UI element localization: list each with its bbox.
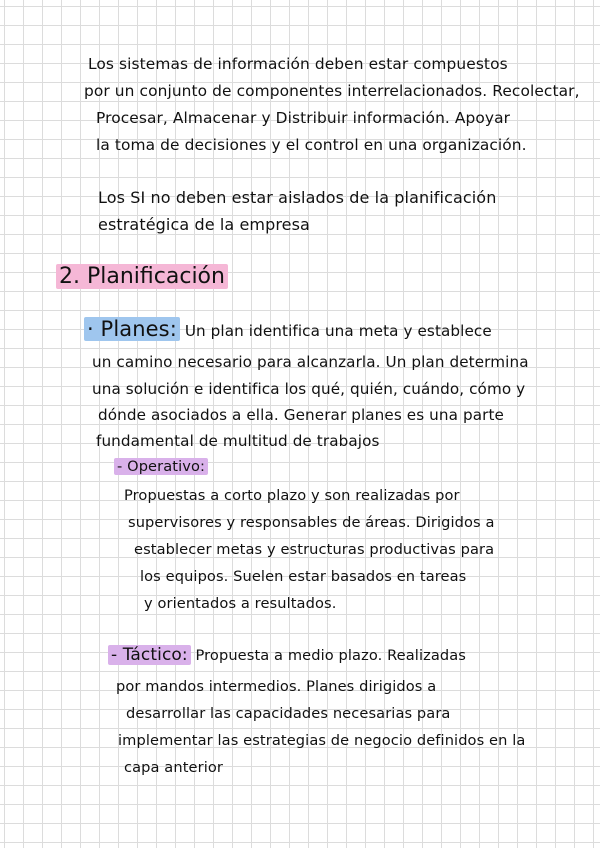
tactico-line-5: capa anterior — [124, 759, 223, 776]
planes-term: · Planes: — [84, 317, 180, 341]
planes-line-4: dónde asociados a ella. Generar planes es una parte — [98, 406, 504, 424]
operativo-term: - Operativo: — [114, 458, 208, 475]
section-heading — [56, 263, 228, 291]
section-title: Planificación — [87, 264, 225, 289]
operativo-line-2: supervisores y responsables de áreas. Dirigidos a — [128, 514, 495, 531]
intro-line-4: la toma de decisiones y el control en una organización. — [96, 136, 527, 154]
operativo-line-3: establecer metas y estructuras productivas para — [134, 541, 495, 558]
planes-line-5: fundamental de multitud de trabajos — [96, 432, 380, 450]
tactico-line-4: implementar las estrategias de negocio definidos en la — [118, 732, 526, 749]
planes-line-2: un camino necesario para alcanzarla. Un plan determina — [92, 353, 529, 371]
section-heading-highlight — [56, 264, 228, 289]
tactico-first-text: Propuesta a medio plazo. Realizadas — [195, 647, 467, 664]
planes-first-text: Un plan identifica una meta y establece — [184, 322, 492, 340]
tactico-line-2: por mandos intermedios. Planes dirigidos a — [116, 678, 437, 695]
section-number: 2. — [59, 264, 80, 289]
intro-line-2: por un conjunto de componentes interrelacionados. Recolectar, — [84, 82, 580, 100]
tactico-first-line — [108, 645, 466, 666]
si-note-line-1: Los SI no deben estar aislados de la planificación — [98, 188, 497, 207]
operativo-line-4: los equipos. Suelen estar basados en tareas — [140, 568, 467, 585]
tactico-term: - Táctico: — [108, 645, 191, 665]
intro-line-3: Procesar, Almacenar y Distribuir información. Apoyar — [96, 109, 511, 127]
operativo-term-line — [114, 457, 208, 477]
intro-line-1: Los sistemas de información deben estar compuestos — [88, 55, 508, 73]
planes-line-3: una solución e identifica los qué, quién, cuándo, cómo y — [92, 380, 526, 398]
operativo-line-5: y orientados a resultados. — [144, 595, 337, 612]
planes-first-line — [84, 319, 492, 341]
si-note-line-2: estratégica de la empresa — [98, 215, 310, 234]
operativo-line-1: Propuestas a corto plazo y son realizadas por — [124, 487, 460, 504]
tactico-line-3: desarrollar las capacidades necesarias para — [126, 705, 451, 722]
